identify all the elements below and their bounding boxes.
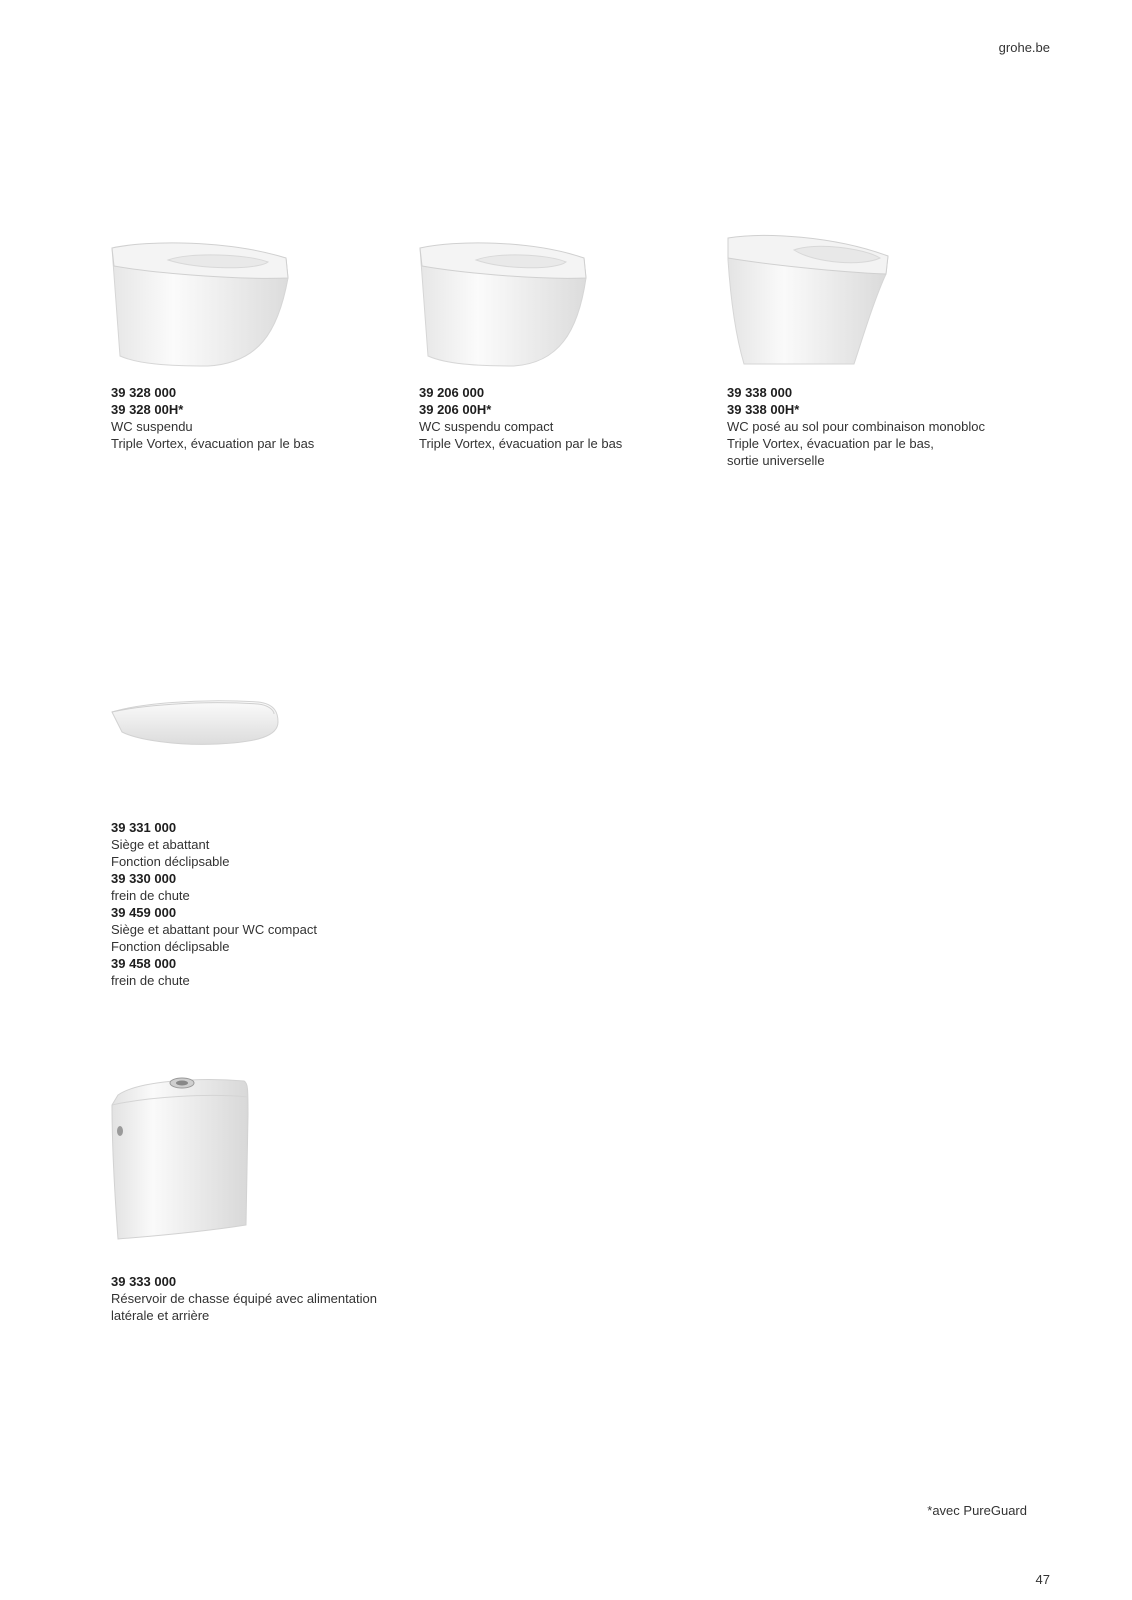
product-reference: 39 338 000 [727, 385, 793, 400]
product-reference: 39 206 000 [419, 385, 485, 400]
product-reference: 39 330 000 [111, 871, 177, 886]
product-detail: Triple Vortex, évacuation par le bas [419, 436, 623, 451]
product-reference: 39 328 000 [111, 385, 177, 400]
cistern-icon [108, 1075, 253, 1243]
product-detail: WC posé au sol pour combinaison monobloc [727, 419, 985, 434]
product-description [727, 384, 985, 469]
product-description [419, 384, 622, 452]
site-url: grohe.be [998, 40, 1050, 55]
product-detail: Siège et abattant pour WC compact [111, 922, 317, 937]
wall-hung-wc-icon [108, 238, 293, 373]
product-detail: sortie universelle [727, 453, 825, 468]
product-detail: Siège et abattant [111, 837, 210, 852]
compact-wall-hung-wc-icon [416, 238, 591, 373]
product-detail: Fonction déclipsable [111, 939, 230, 954]
page-number: 47 [1035, 1572, 1050, 1587]
product-detail: WC suspendu compact [419, 419, 554, 434]
product-detail: Fonction déclipsable [111, 854, 230, 869]
footnote: *avec PureGuard [927, 1503, 1027, 1518]
floor-standing-wc-icon [724, 230, 894, 370]
product-reference: 39 338 00H* [727, 402, 800, 417]
product-description [111, 1273, 377, 1324]
product-detail: Triple Vortex, évacuation par le bas, [727, 436, 934, 451]
product-detail: Triple Vortex, évacuation par le bas [111, 436, 315, 451]
toilet-seat-icon [108, 696, 283, 751]
product-description [111, 384, 314, 452]
product-reference: 39 206 00H* [419, 402, 492, 417]
product-detail: WC suspendu [111, 419, 193, 434]
product-detail: frein de chute [111, 888, 190, 903]
product-detail: Réservoir de chasse équipé avec alimentation [111, 1291, 377, 1306]
product-reference: 39 458 000 [111, 956, 177, 971]
product-reference: 39 328 00H* [111, 402, 184, 417]
product-detail: latérale et arrière [111, 1308, 210, 1323]
product-reference: 39 333 000 [111, 1274, 177, 1289]
product-detail: frein de chute [111, 973, 190, 988]
product-reference: 39 459 000 [111, 905, 177, 920]
product-description [111, 819, 317, 989]
product-reference: 39 331 000 [111, 820, 177, 835]
